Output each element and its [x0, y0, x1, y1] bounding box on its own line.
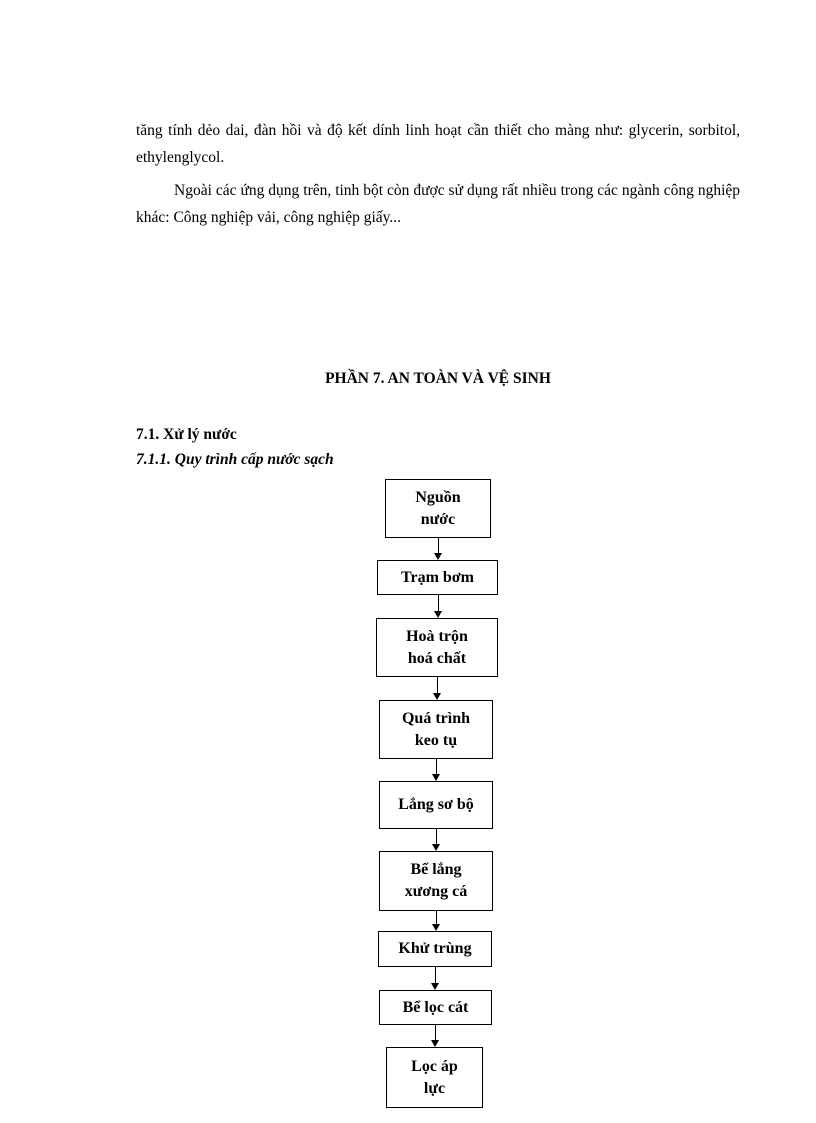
flow-step-disinfection: Khử trùng — [378, 931, 492, 967]
flow-arrow — [432, 538, 444, 560]
subsubsection-heading: 7.1.1. Quy trình cấp nước sạch — [136, 451, 334, 468]
flow-arrow — [429, 1025, 441, 1047]
flow-arrow — [430, 759, 442, 781]
flow-step-water-source: Nguồn nước — [385, 479, 491, 538]
body-paragraph-2: Ngoài các ứng dụng trên, tinh bột còn được sử dụng rất nhiều trong các ngành công nghiệp khác: Công nghiệp vải, công nghiệp giấy... — [136, 182, 740, 226]
flow-step-pressure-filter: Lọc áp lực — [386, 1047, 483, 1108]
flow-step-pump-station: Trạm bơm — [377, 560, 498, 595]
body-paragraph-1: tăng tính dẻo dai, đàn hồi và độ kết dính linh hoạt cần thiết cho màng như: glycerin, sorbitol, ethylenglycol. — [136, 122, 740, 166]
flow-arrow — [429, 967, 441, 990]
flow-step-chemical-mixing: Hoà trộn hoá chất — [376, 618, 498, 677]
flow-step-sand-filter-tank: Bể lọc cát — [379, 990, 492, 1025]
flow-arrow — [430, 829, 442, 851]
flow-arrow — [430, 911, 442, 931]
subsection-heading: 7.1. Xử lý nước — [136, 426, 237, 443]
section-title: PHẦN 7. AN TOÀN VÀ VỆ SINH — [325, 370, 551, 387]
flow-arrow — [432, 595, 444, 618]
flow-arrow — [431, 677, 443, 700]
flow-step-pre-sedimentation: Lắng sơ bộ — [379, 781, 493, 829]
flow-step-coagulation: Quá trình keo tụ — [379, 700, 493, 759]
flow-step-fishbone-settling-tank: Bể lắng xương cá — [379, 851, 493, 911]
